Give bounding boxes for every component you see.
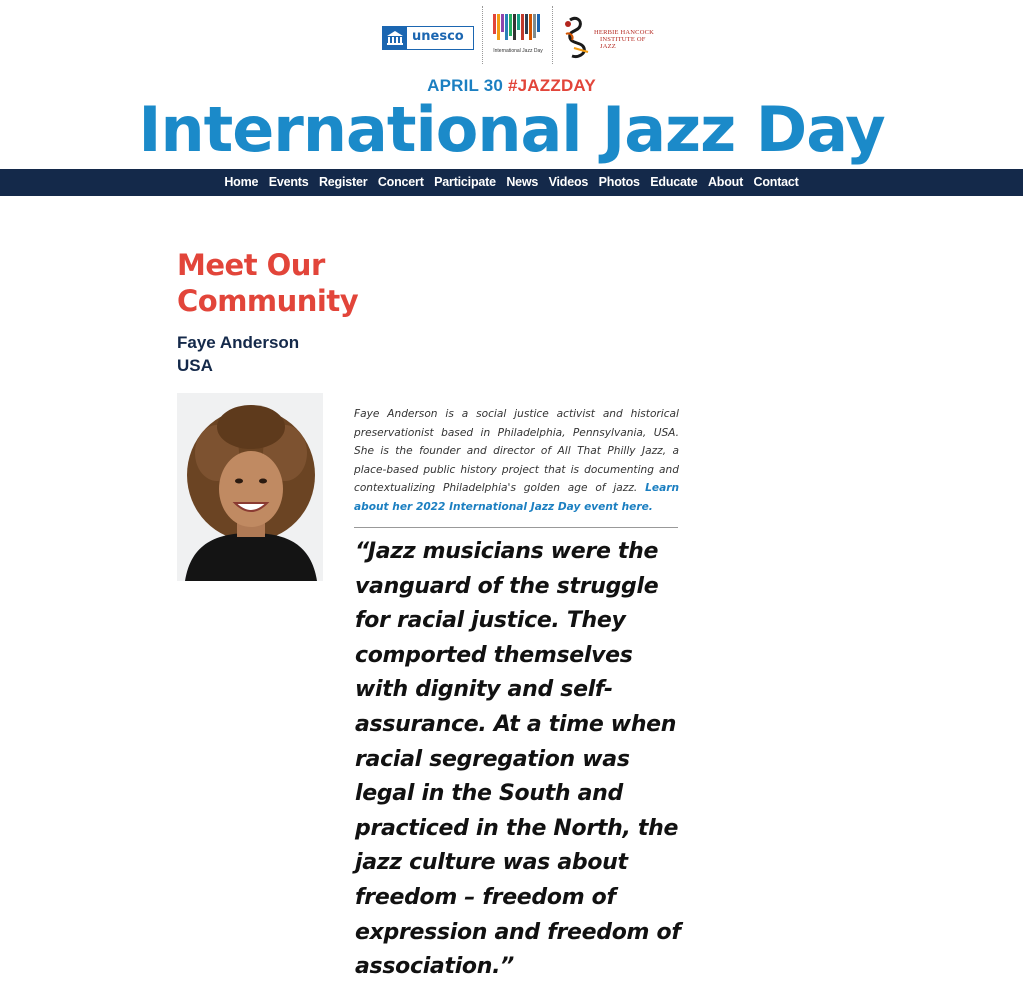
ijd-logo-bar	[517, 14, 520, 30]
nav-participate[interactable]: Participate	[434, 175, 496, 189]
ijd-logo-bar	[521, 14, 524, 40]
ijd-logo-bar	[493, 14, 496, 34]
ijd-logo-bar	[513, 14, 516, 40]
nav-news[interactable]: News	[506, 175, 539, 189]
ijd-logo-caption: International Jazz Day	[493, 48, 543, 54]
partner-logos	[0, 6, 1023, 64]
hhi-logo-text	[594, 29, 656, 50]
ijd-logo-bar	[525, 14, 528, 34]
ijd-logo-bar	[505, 14, 508, 40]
saxophone-player-icon	[560, 14, 594, 60]
main-nav	[0, 169, 1023, 196]
unesco-logo-text: unesco	[412, 29, 464, 44]
hhi-logo-line2: INSTITUTE OF JAZZ	[600, 36, 646, 50]
herbie-hancock-institute-logo[interactable]	[560, 14, 656, 60]
bio-body: Faye Anderson is a social justice activist and historical preservationist based in Philadelphia, Pennsylvania, USA. She is the founder and director of All That Philly Jazz, a place-based public history project that is documenting and contextualizing Philadelphia's golden age of jazz.	[354, 408, 679, 494]
unesco-logo[interactable]	[382, 26, 474, 50]
nav-concert[interactable]: Concert	[377, 175, 424, 189]
pull-quote: “Jazz musicians were the vanguard of the struggle for racial justice. They comported themselves with dignity and self-assurance. At a time when racial segregation was legal in the South and practiced in the North, the jazz culture was about freedom – freedom of expression and freedom of association.”	[355, 539, 681, 980]
portrait-photo	[177, 393, 323, 581]
ijd-logo-bar	[533, 14, 536, 38]
ijd-logo-bar	[497, 14, 500, 40]
hhi-logo-line1: HERBIE HANCOCK	[594, 29, 655, 36]
event-hashtag[interactable]: #JAZZDAY	[507, 76, 596, 95]
ijd-logo-bar	[509, 14, 512, 36]
international-jazz-day-logo[interactable]	[490, 14, 546, 60]
person-name: Faye Anderson	[177, 333, 300, 352]
nav-register[interactable]: Register	[318, 175, 368, 189]
nav-events[interactable]: Events	[268, 175, 309, 189]
event-link[interactable]: Learn about her 2022 International Jazz Day event here.	[354, 482, 679, 513]
person-country: USA	[177, 356, 213, 375]
bio-text	[354, 405, 679, 516]
event-date: APRIL 30	[427, 76, 504, 95]
nav-photos[interactable]: Photos	[598, 175, 640, 189]
site-title[interactable]: International Jazz Day	[138, 93, 885, 166]
nav-contact[interactable]: Contact	[753, 175, 799, 189]
piano-keys-icon	[493, 14, 541, 40]
divider	[354, 527, 678, 528]
logo-divider	[482, 6, 483, 64]
unesco-temple-icon	[383, 27, 407, 49]
ijd-logo-bar	[501, 14, 504, 32]
nav-about[interactable]: About	[707, 175, 744, 189]
nav-videos[interactable]: Videos	[548, 175, 589, 189]
nav-home[interactable]: Home	[224, 175, 259, 189]
nav-educate[interactable]: Educate	[650, 175, 698, 189]
ijd-logo-bar	[537, 14, 540, 32]
page-heading: Meet Our Community	[177, 248, 359, 318]
ijd-logo-bar	[529, 14, 532, 40]
portrait-image	[177, 393, 323, 581]
logo-divider	[552, 6, 553, 64]
